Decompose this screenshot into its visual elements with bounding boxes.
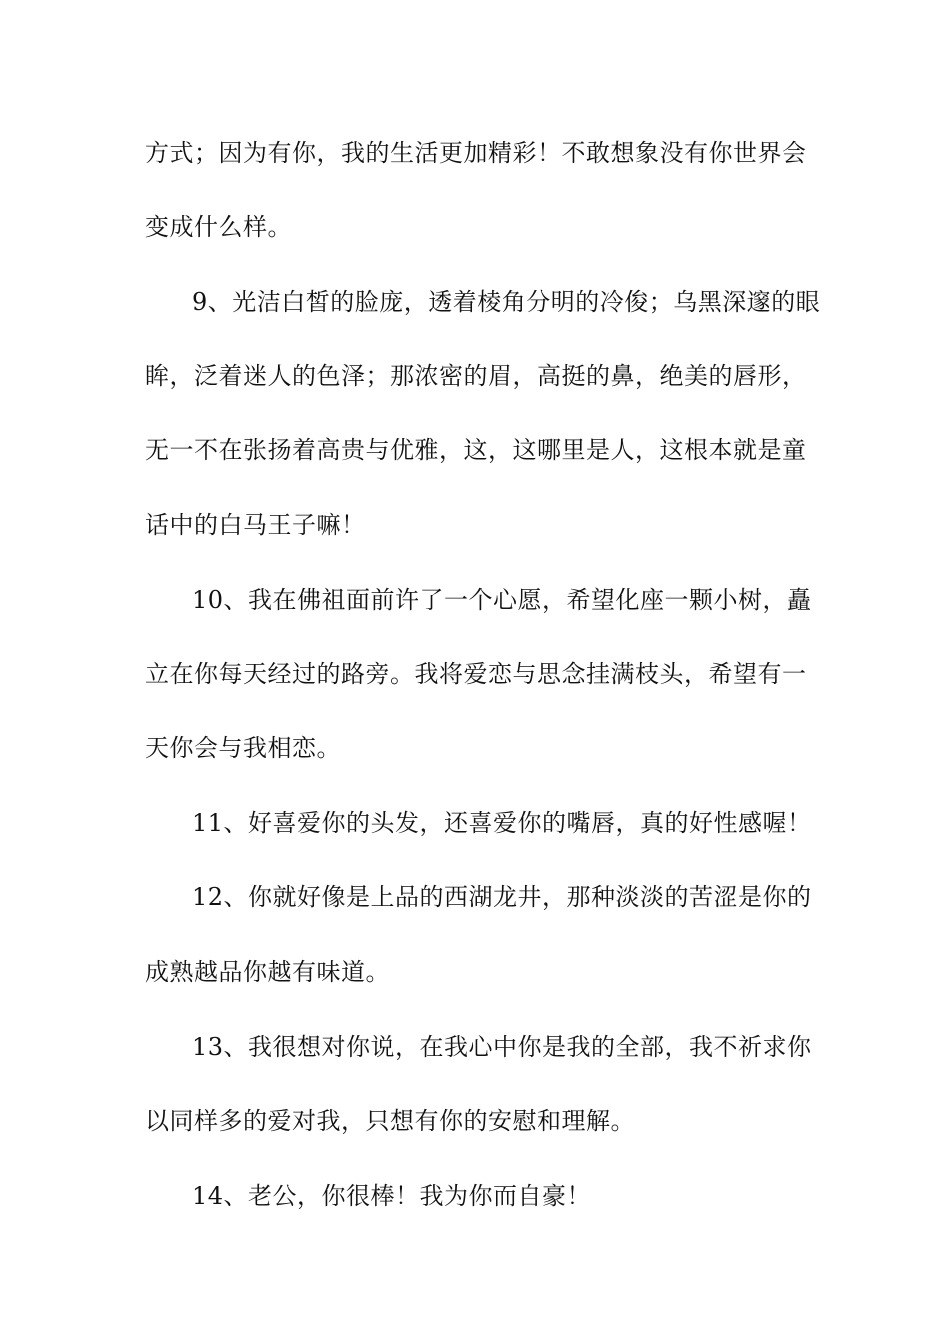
text-line: 话中的白马王子嘛！	[145, 511, 366, 539]
text-line: 立在你每天经过的路旁。我将爱恋与思念挂满枝头，希望有一	[145, 660, 807, 688]
paragraph-12-start: 12、你就好像是上品的西湖龙井，那种淡淡的苦涩是你的	[192, 883, 812, 911]
text-line: 眸，泛着迷人的色泽；那浓密的眉，高挺的鼻，绝美的唇形，	[145, 362, 807, 390]
text-line: 天你会与我相恋。	[145, 734, 341, 762]
text-line: 变成什么样。	[145, 213, 292, 241]
text-line: 无一不在张扬着高贵与优雅，这，这哪里是人，这根本就是童	[145, 436, 807, 464]
text-line: 以同样多的爱对我，只想有你的安慰和理解。	[145, 1107, 635, 1135]
paragraph-10-start: 10、我在佛祖面前许了一个心愿，希望化座一颗小树，矗	[192, 586, 812, 614]
paragraph-13-start: 13、我很想对你说，在我心中你是我的全部，我不祈求你	[192, 1033, 812, 1061]
paragraph-9-start: 9、光洁白皙的脸庞，透着棱角分明的冷俊；乌黑深邃的眼	[192, 288, 821, 316]
paragraph-11: 11、好喜爱你的头发，还喜爱你的嘴唇，真的好性感喔！	[192, 809, 812, 837]
text-line: 方式；因为有你，我的生活更加精彩！不敢想象没有你世界会	[145, 139, 807, 167]
paragraph-14: 14、老公，你很棒！我为你而自豪！	[192, 1182, 592, 1210]
text-line: 成熟越品你越有味道。	[145, 958, 390, 986]
